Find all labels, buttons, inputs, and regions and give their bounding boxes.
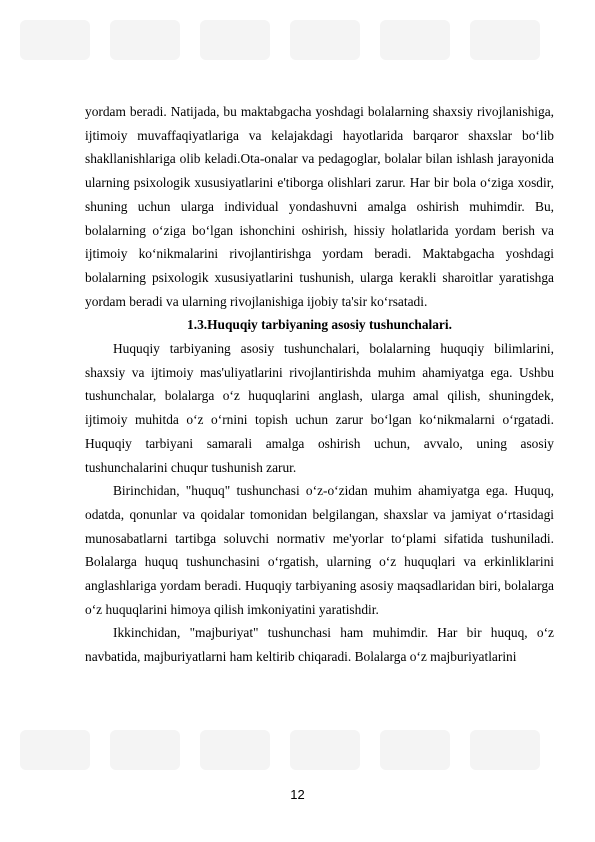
paragraph-second-obligation: Ikkinchidan, "majburiyat" tushunchasi ham muhimdir. Har bir huquq, o‘z navbatida, majburiyatlarni ham keltirib chiqaradi. Bolalarga o‘z majburiyatlarini bbox=[85, 625, 554, 665]
paragraph-legal-concepts: Huquqiy tarbiyaning asosiy tushunchalari, bolalarning huquqiy bilimlarini, shaxsiy va ijtimoiy mas'uliyatlarini rivojlantirishda muhim ahamiyatga ega. Ushbu tushunchalar, bolalarga o‘z huquqlarini anglash, ularga amal qilish, shuningdek, ijtimoiy muhitda o‘z o‘rnini topish uchun zarur bo‘lgan ko‘nikmalarni o‘rgatadi. Huquqiy tarbiyani samarali amalga oshirish uchun, avvalo, uning asosiy tushunchalarini chuqur tushunish zarur. bbox=[85, 341, 554, 475]
page-number: 12 bbox=[290, 787, 305, 802]
paragraph-intro: yordam beradi. Natijada, bu maktabgacha yoshdagi bolalarning shaxsiy rivojlanishiga, ijtimoiy muvaffaqiyatlariga va kelajakdagi hayotlarida barqaror shaxslar bo‘lib shakllanishlariga olib keladi.Ota-onalar va pedagoglar, bolalar bilan ishlash jarayonida ularning psixologik xususiyatlarini e'tiborga olishlari zarur. Har bir bola o‘ziga xosdir, shuning uchun ularga individual yondashuvni amalga oshirish muhimdir. Bu, bolalarning o‘ziga bo‘lgan ishonchini oshirish, hissiy holatlarida yordam berish va ijtimoiy ko‘nikmalarini rivojlantirishga yordam beradi. Maktabgacha yoshdagi bolalarning psixologik xususiyatlarini tushunish, ularga kerakli sharoitlar yaratishga yordam beradi va ularning rivojlanishiga ijobiy ta'sir ko‘rsatadi. bbox=[85, 104, 554, 309]
section-heading: 1.3.Huquqiy tarbiyaning asosiy tushunchalari. bbox=[187, 317, 452, 333]
document-body bbox=[85, 100, 554, 669]
paragraph-first-right: Birinchidan, "huquq" tushunchasi o‘z-o‘zidan muhim ahamiyatga ega. Huquq, odatda, qonunlar va qoidalar tomonidan belgilangan, shaxslar va jamiyat o‘rtasidagi munosabatlarni tartibga soluvchi normativ me'yorlar to‘plami sifatida tushuniladi. Bolalarga huquq tushunchasini o‘rgatish, ularning o‘z huquqlari va erkinliklarini anglashlariga yordam beradi. Huquqiy tarbiyaning asosiy maqsadlaridan biri, bolalarga o‘z huquqlarini himoya qilish imkoniyatini yaratishdir. bbox=[85, 483, 554, 617]
